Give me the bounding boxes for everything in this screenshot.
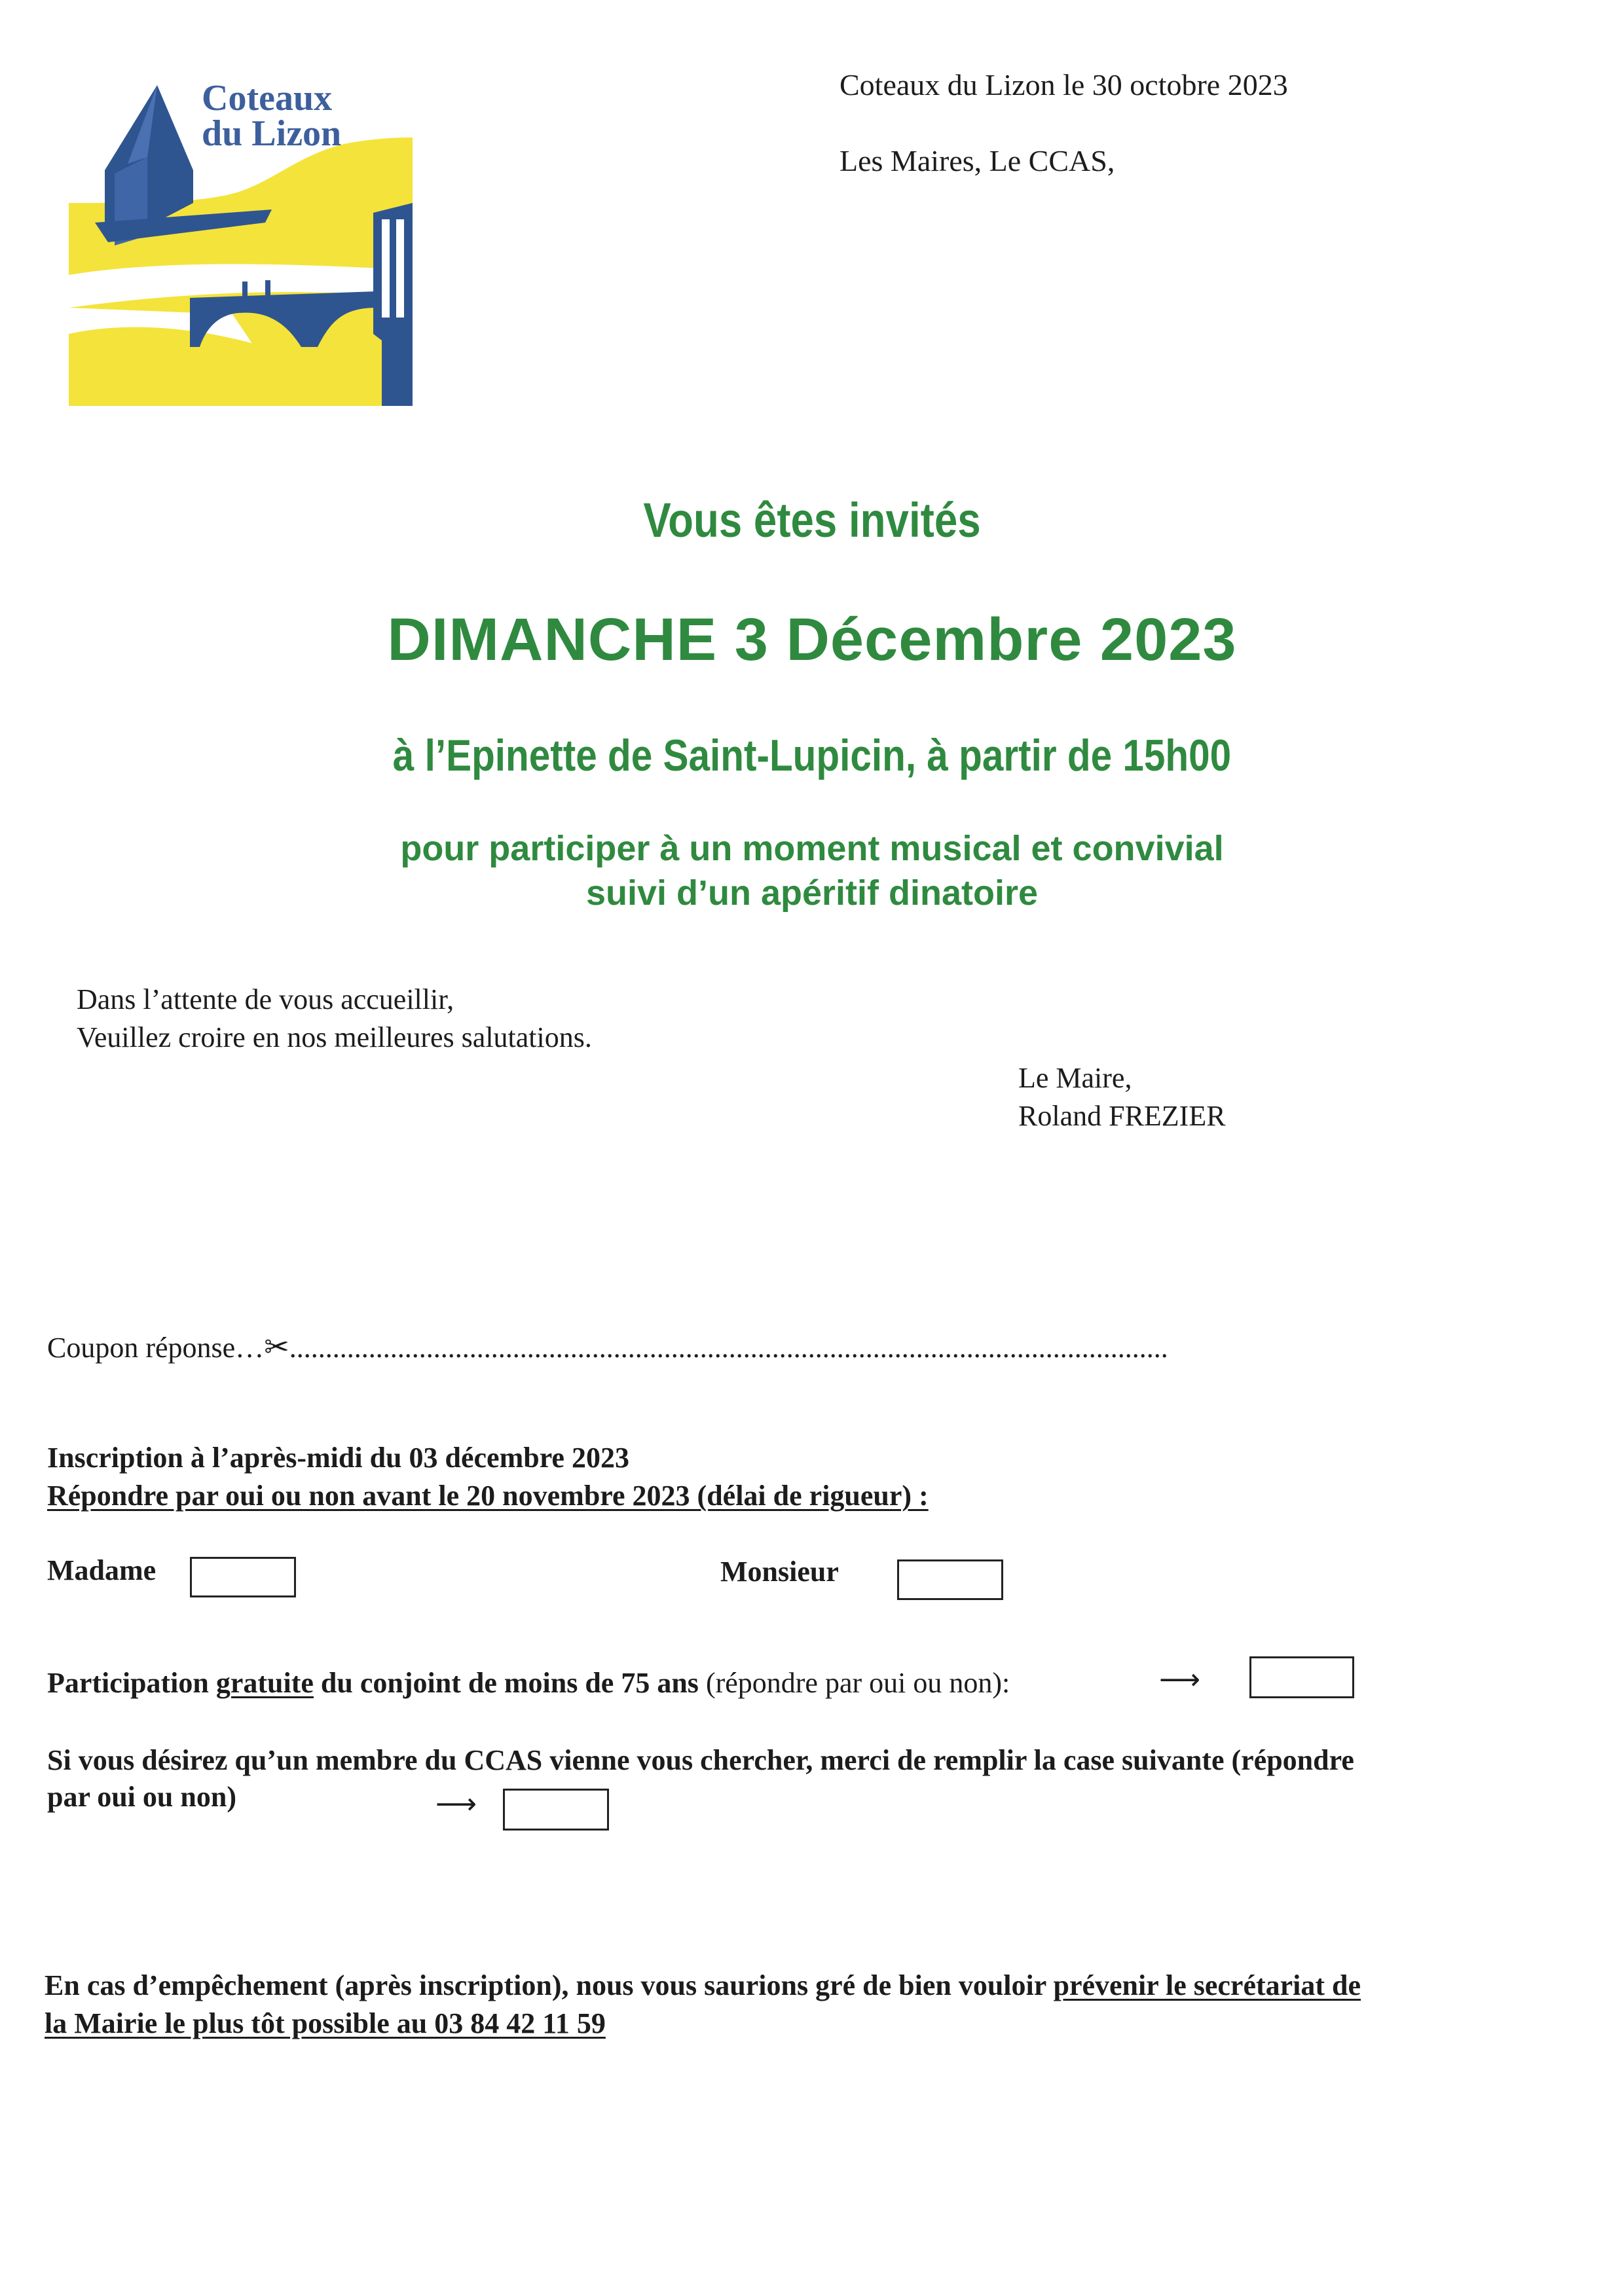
scissors-icon: ✂: [264, 1329, 289, 1364]
event-location: à l’Epinette de Saint-Lupicin, à partir de 15h00: [392, 731, 1232, 780]
madame-label: Madame: [47, 1554, 157, 1586]
signature-title: Le Maire,: [1018, 1062, 1132, 1094]
closing: [77, 981, 592, 1057]
logo-line1: Coteaux: [202, 78, 333, 118]
arrow-icon: ⟶: [435, 1787, 477, 1821]
footer-contact-part1: prévenir le secrétariat de: [1053, 1969, 1361, 2001]
closing-line2: Veuillez croire en nos meilleures salutations.: [77, 1021, 592, 1053]
participation-free: gratuite: [215, 1667, 314, 1699]
arrow-icon: ⟶: [1159, 1663, 1201, 1696]
form-heading: Inscription à l’après-midi du 03 décembre 2023: [47, 1442, 629, 1474]
event-description-line2: suivi d’un apéritif dinatoire: [585, 873, 1039, 913]
sender: Les Maires, Le CCAS,: [840, 144, 1115, 177]
ccas-question-line2: par oui ou non): [47, 1781, 236, 1813]
signature-name: Roland FREZIER: [1018, 1100, 1226, 1132]
place-and-date: Coteaux du Lizon le 30 octobre 2023: [840, 68, 1288, 101]
coupon-cut-line: [47, 1329, 1566, 1364]
ccas-question-line1: Si vous désirez qu’un membre du CCAS vienne vous chercher, merci de remplir la case suivante (répondre: [47, 1744, 1354, 1776]
coupon-dots: ..........................................................................................................................: [289, 1332, 1168, 1364]
monsieur-label: Monsieur: [720, 1556, 839, 1588]
footer-text: En cas d’empêchement (après inscription), nous vous saurions gré de bien vouloir: [45, 1969, 1054, 2001]
event-description-line1: pour participer à un moment musical et convivial: [400, 829, 1224, 868]
closing-line1: Dans l’attente de vous accueillir,: [77, 983, 454, 1015]
participation-hint: (répondre par oui ou non):: [698, 1667, 1010, 1699]
participation-question: [47, 1664, 1010, 1702]
footer-note: [45, 1967, 1570, 2043]
participation-prefix: Participation: [47, 1667, 216, 1699]
participation-answer-box[interactable]: [1249, 1656, 1354, 1698]
coupon-label: Coupon réponse…: [47, 1332, 265, 1364]
form-deadline: Répondre par oui ou non avant le 20 novembre 2023 (délai de rigueur) :: [47, 1480, 929, 1512]
logo-line2: du Lizon: [202, 113, 342, 154]
signature: [1018, 1059, 1226, 1135]
coteaux-du-lizon-logo: [69, 72, 413, 406]
monsieur-checkbox[interactable]: [897, 1559, 1003, 1600]
event-description: [0, 826, 1624, 915]
madame-checkbox[interactable]: [190, 1557, 296, 1597]
ccas-answer-box[interactable]: [503, 1789, 609, 1831]
event-date: DIMANCHE 3 Décembre 2023: [387, 606, 1237, 673]
participation-suffix: du conjoint de moins de 75 ans: [313, 1667, 699, 1699]
footer-contact-part2: la Mairie le plus tôt possible au 03 84 42 11 59: [45, 2007, 606, 2039]
invitation-heading: Vous êtes invités: [643, 493, 981, 547]
